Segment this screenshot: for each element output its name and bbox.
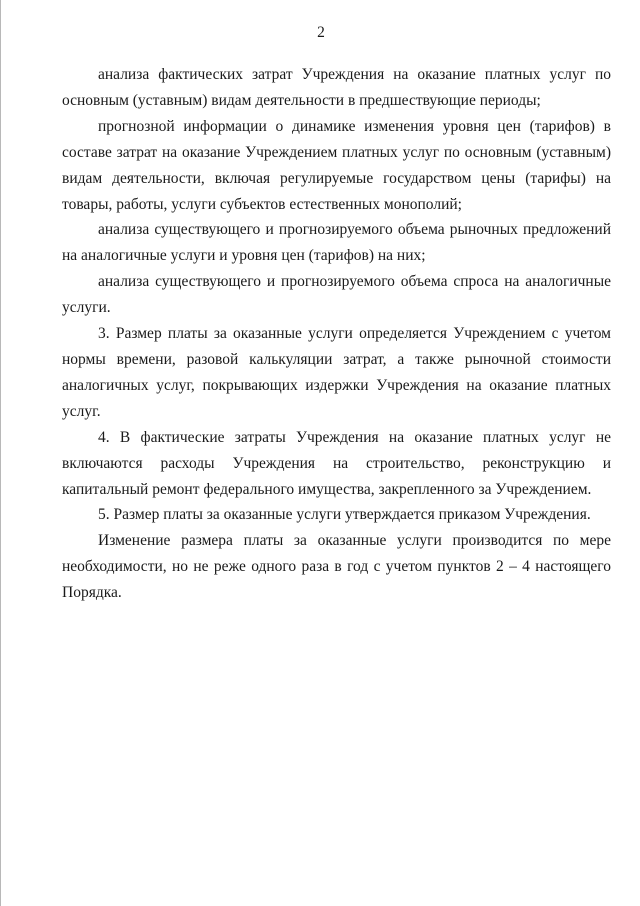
page-number: 2 [317,24,325,41]
paragraph-actual-costs-analysis: анализа фактических затрат Учреждения на оказание платных услуг по основным (уставным) видам деятельности в предшествующие периоды; [62,66,611,109]
paragraph-item-4: 4. В фактические затраты Учреждения на оказание платных услуг не включаются расходы Учреждения на строительство, реконструкцию и капитальный ремонт федерального имущества, закрепленного за Учреждением. [62,428,611,498]
paragraph-price-forecast: прогнозной информации о динамике изменения уровня цен (тарифов) в составе затрат на оказание Учреждением платных услуг по основным (уставным) видам деятельности, включая регулируемые государством цены (тарифы) на товары, работы, услуги субъектов естественных монополий; [62,117,611,213]
paragraph-fee-change: Изменение размера платы за оказанные услуги производится по мере необходимости, но не реже одного раза в год с учетом пунктов 2 – 4 настоящего Порядка. [62,532,611,602]
paragraph-demand-analysis: анализа существующего и прогнозируемого объема спроса на аналогичные услуги. [62,273,611,317]
paragraph-item-5: 5. Размер платы за оказанные услуги утверждается приказом Учреждения. [98,506,591,524]
paragraph-market-supply-analysis: анализа существующего и прогнозируемого объема рыночных предложений на аналогичные услуги и уровня цен (тарифов) на них; [62,221,611,265]
paragraph-item-3: 3. Размер платы за оказанные услуги определяется Учреждением с учетом нормы времени, разовой калькуляции затрат, а также рыночной стоимости аналогичных услуг, покрывающих издержки Учреждения на оказание платных услуг. [62,325,611,420]
document-body [62,62,611,606]
